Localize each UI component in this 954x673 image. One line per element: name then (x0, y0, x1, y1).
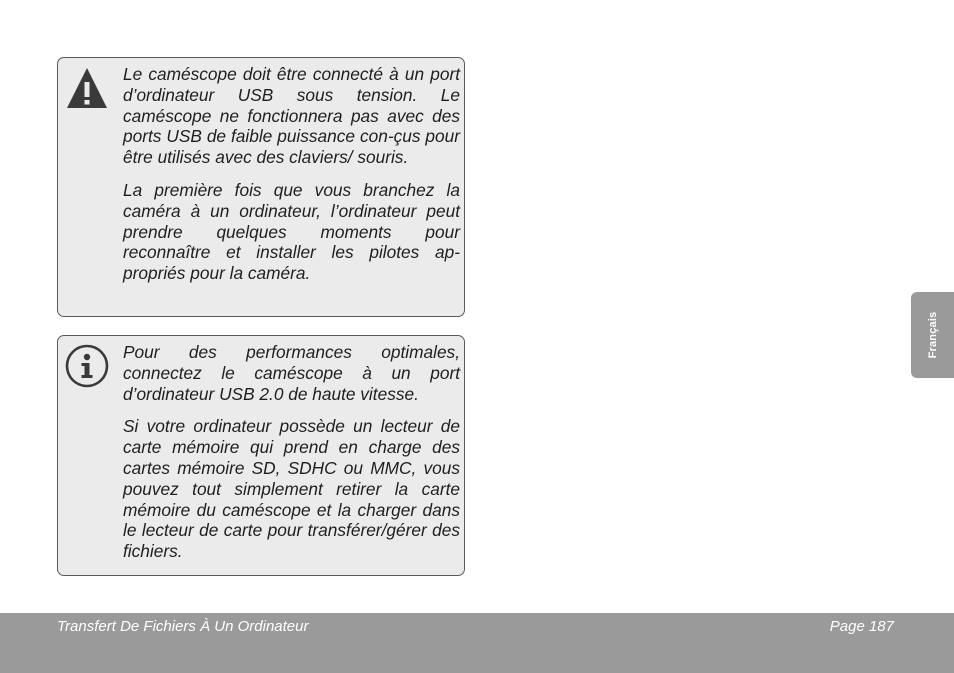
language-tab-label: Français (926, 311, 939, 359)
info-circle-icon (65, 344, 109, 388)
footer-section-title: Transfert De Fichiers À Un Ordinateur (57, 618, 309, 635)
language-tab (911, 292, 954, 378)
warning-paragraph-1: Le caméscope doit être connecté à un port d’ordinateur USB sous tension. Le caméscope ne fonctionnera pas avec des ports USB de faible puissance con-çus pour être utilisés avec des claviers/ souris. (123, 64, 460, 168)
warning-note-box (57, 57, 465, 317)
warning-note-text (123, 64, 460, 284)
info-paragraph-1: Pour des performances optimales, connectez le caméscope à un port d’ordinateur USB 2.0 de haute vitesse. (123, 342, 460, 404)
footer-page-number: Page 187 (829, 618, 894, 635)
warning-paragraph-2: La première fois que vous branchez la caméra à un ordinateur, l’ordinateur peut prendre quelques moments pour reconnaître et installer les pilotes ap-propriés pour la caméra. (123, 179, 460, 284)
warning-triangle-icon (65, 66, 109, 110)
info-note-text (123, 342, 460, 562)
info-paragraph-2: Si votre ordinateur possède un lecteur de carte mémoire qui prend en charge des cartes mémoire SD, SDHC ou MMC, vous pouvez tout simplement retirer la carte mémoire du caméscope et la charger dans le lecteur de carte pour transférer/gérer des fichiers. (123, 416, 460, 562)
page-footer (0, 613, 954, 673)
info-note-box (57, 335, 465, 576)
